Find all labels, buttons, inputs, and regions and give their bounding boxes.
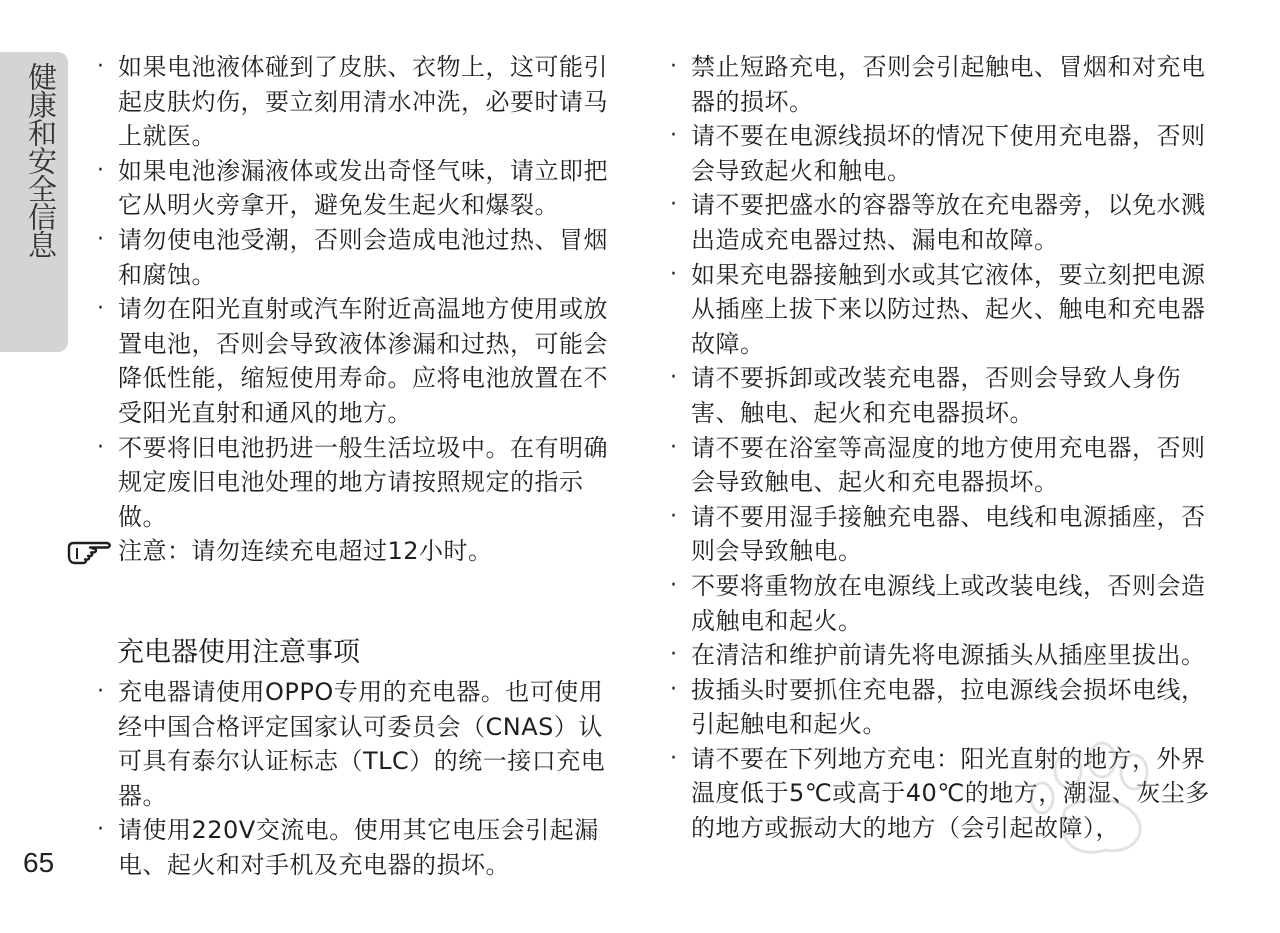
bullet: · <box>97 226 104 252</box>
bullet: · <box>670 434 677 460</box>
charger-warning-text: 请不要在电源线损坏的情况下使用充电器，否则会导致起火和触电。 <box>691 122 1206 185</box>
list-item <box>97 813 617 882</box>
charger-warning-text: 如果充电器接触到水或其它液体，要立刻把电源从插座上拔下来以防过热、起火、触电和充电器故障。 <box>691 260 1206 358</box>
section-heading: 充电器使用注意事项 <box>117 636 360 668</box>
list-item <box>670 742 1210 846</box>
bullet: · <box>670 192 677 218</box>
bullet: · <box>97 296 104 322</box>
note-text: 注意：请勿连续充电超过12小时。 <box>118 537 493 566</box>
charger-warning-text: 拔插头时要抓住充电器，拉电源线会损坏电线，引起触电和起火。 <box>691 675 1206 739</box>
list-item <box>670 119 1210 188</box>
bullet: · <box>97 678 104 704</box>
list-item <box>670 673 1210 742</box>
battery-warning-text: 请勿在阳光直射或汽车附近高温地方使用或放置电池，否则会导致液体渗漏和过热，可能会降低性能，缩短使用寿命。应将电池放置在不受阳光直射和通风的地方。 <box>118 295 608 427</box>
bullet: · <box>97 157 104 183</box>
list-item <box>97 292 617 430</box>
pointing-hand-icon <box>66 538 116 566</box>
bullet: · <box>670 123 677 149</box>
charger-warning-text: 充电器请使用OPPO专用的充电器。也可使用经中国合格评定国家认可委员会（CNAS）认可具有泰尔认证标志（TLC）的统一接口充电器。 <box>118 677 606 810</box>
right-column <box>670 50 1210 846</box>
list-item <box>97 431 617 535</box>
charging-note <box>66 534 617 569</box>
list-item <box>97 223 617 292</box>
bullet: · <box>670 503 677 529</box>
bullet: · <box>97 54 104 79</box>
list-item <box>670 638 1210 673</box>
list-item <box>97 675 617 813</box>
list-item <box>670 188 1210 257</box>
charger-warning-text: 请不要在浴室等高湿度的地方使用充电器，否则会导致触电、起火和充电器损坏。 <box>691 433 1206 497</box>
list-item <box>670 258 1210 362</box>
charger-warning-text: 请不要用湿手接触充电器、电线和电源插座，否则会导致触电。 <box>691 502 1206 566</box>
charger-warning-text: 请不要在下列地方充电：阳光直射的地方，外界温度低于5℃或高于40℃的地方，潮湿、灰尘多的地方或振动大的地方（会引起故障）， <box>691 744 1210 843</box>
list-item <box>97 50 617 154</box>
charger-warning-text: 请使用220V交流电。使用其它电压会引起漏电、起火和对手机及充电器的损坏。 <box>118 816 599 879</box>
charger-warning-text: 禁止短路充电，否则会引起触电、冒烟和对充电器的损坏。 <box>691 53 1206 116</box>
charger-warning-text: 请不要把盛水的容器等放在充电器旁，以免水溅出造成充电器过热、漏电和故障。 <box>691 191 1206 254</box>
charger-warning-text: 不要将重物放在电源线上或改装电线，否则会造成触电和起火。 <box>691 571 1206 635</box>
battery-warning-text: 请勿使电池受潮，否则会造成电池过热、冒烟和腐蚀。 <box>118 225 608 289</box>
list-item <box>97 154 617 223</box>
list-item <box>670 50 1210 119</box>
list-item <box>670 361 1210 430</box>
bullet: · <box>97 434 104 460</box>
list-item <box>670 431 1210 500</box>
list-item <box>670 569 1210 638</box>
battery-warning-text: 如果电池液体碰到了皮肤、衣物上，这可能引起皮肤灼伤，要立刻用清水冲洗，必要时请马上就医。 <box>118 53 608 151</box>
bullet: · <box>670 261 677 287</box>
bullet: · <box>670 572 677 598</box>
list-item <box>670 500 1210 569</box>
charger-warning-text: 在清洁和维护前请先将电源插头从插座里拔出。 <box>691 641 1206 670</box>
bullet: · <box>670 54 677 79</box>
page-number: 65 <box>23 847 55 878</box>
left-column <box>97 50 617 882</box>
bullet: · <box>97 817 104 843</box>
bullet: · <box>670 642 677 668</box>
bullet: · <box>670 676 677 702</box>
battery-warning-text: 如果电池渗漏液体或发出奇怪气味，请立即把它从明火旁拿开，避免发生起火和爆裂。 <box>118 156 608 220</box>
bullet: · <box>670 365 677 391</box>
bullet: · <box>670 745 677 771</box>
battery-warning-text: 不要将旧电池扔进一般生活垃圾中。在有明确规定废旧电池处理的地方请按照规定的指示做。 <box>118 433 608 531</box>
section-side-tab-label: 健康和安全信息 <box>24 62 58 258</box>
charger-warning-text: 请不要拆卸或改装充电器，否则会导致人身伤害、触电、起火和充电器损坏。 <box>691 364 1181 427</box>
